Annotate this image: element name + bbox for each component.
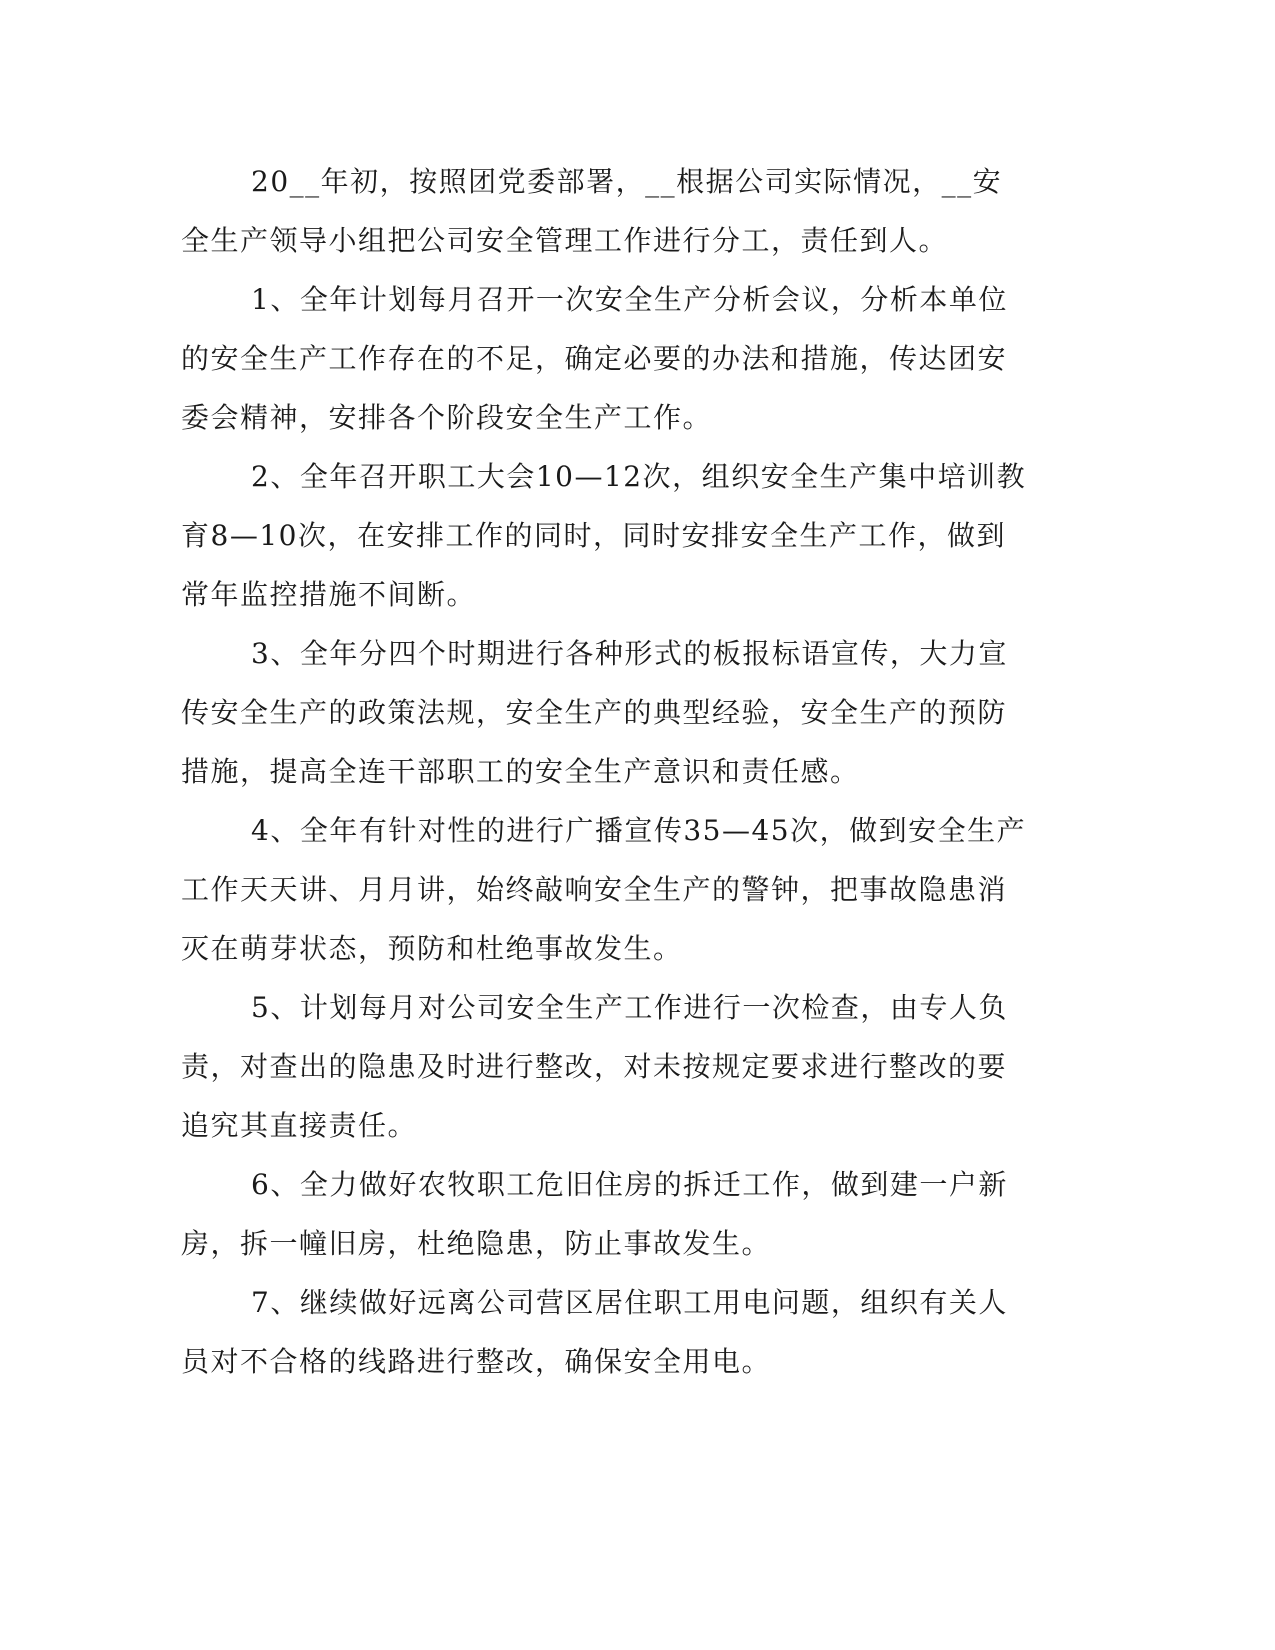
- paragraph-item-6: 6、全力做好农牧职工危旧住房的拆迁工作，做到建一户新房，拆一幢旧房，杜绝隐患，防止事故发生。: [181, 1168, 1008, 1260]
- paragraph-item-7: 7、继续做好远离公司营区居住职工用电问题，组织有关人员对不合格的线路进行整改，确保安全用电。: [181, 1286, 1008, 1378]
- paragraph-item-2: 2、全年召开职工大会10—12次，组织安全生产集中培训教育8—10次，在安排工作的同时，同时安排安全生产工作，做到常年监控措施不间断。: [181, 460, 1027, 611]
- paragraph-item-5: 5、计划每月对公司安全生产工作进行一次检查，由专人负责，对查出的隐患及时进行整改，对未按规定要求进行整改的要追究其直接责任。: [181, 991, 1008, 1142]
- paragraph-item-3: 3、全年分四个时期进行各种形式的板报标语宣传，大力宣传安全生产的政策法规，安全生产的典型经验，安全生产的预防措施，提高全连干部职工的安全生产意识和责任感。: [181, 637, 1008, 788]
- paragraph-item-1: 1、全年计划每月召开一次安全生产分析会议，分析本单位的安全生产工作存在的不足，确定必要的办法和措施，传达团安委会精神，安排各个阶段安全生产工作。: [181, 283, 1008, 434]
- paragraph-item-4: 4、全年有针对性的进行广播宣传35—45次，做到安全生产工作天天讲、月月讲，始终敲响安全生产的警钟，把事故隐患消灭在萌芽状态，预防和杜绝事故发生。: [181, 814, 1027, 965]
- document-body: [181, 152, 1031, 1391]
- paragraph-intro: 20__年初，按照团党委部署，__根据公司实际情况，__安全生产领导小组把公司安全管理工作进行分工，责任到人。: [181, 165, 1003, 257]
